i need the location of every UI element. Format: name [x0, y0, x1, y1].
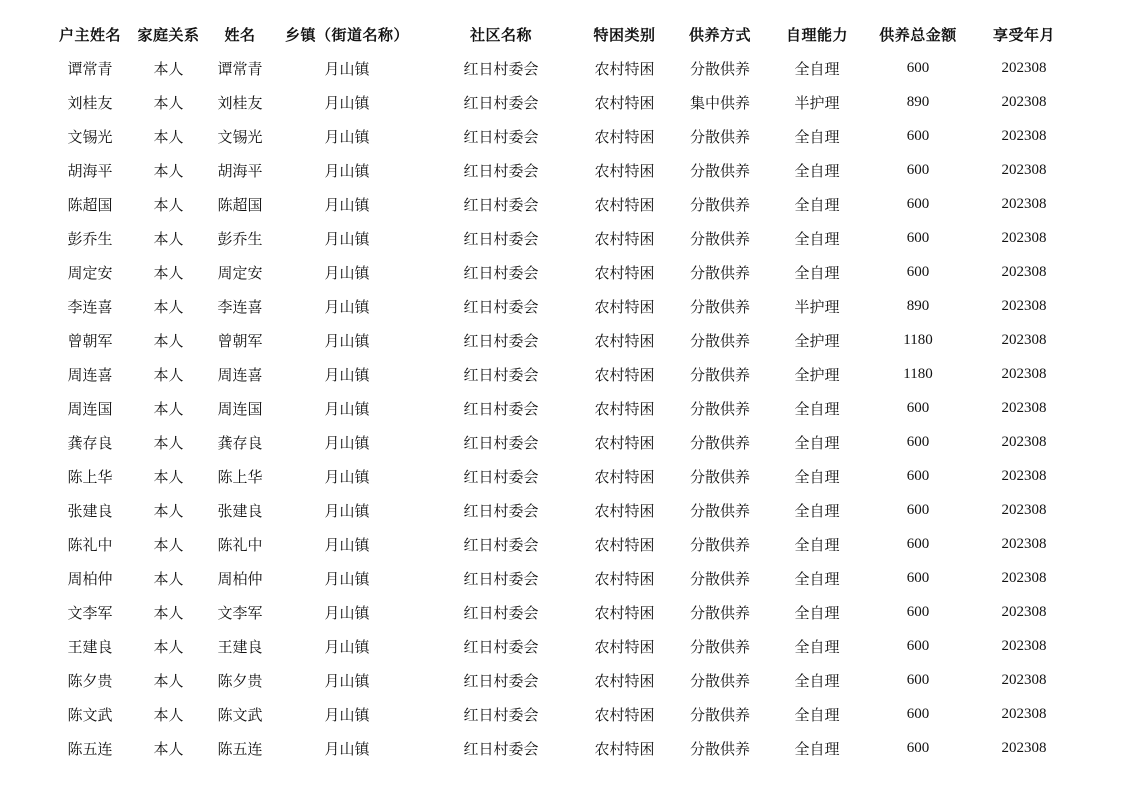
family-relation-cell: 本人 — [153, 467, 184, 486]
self-care-ability-cell: 全护理 — [794, 331, 840, 350]
total-amount-cell: 600 — [906, 569, 930, 586]
township-cell: 月山镇 — [324, 739, 370, 758]
self-care-ability-cell: 全自理 — [794, 59, 840, 78]
name-cell: 胡海平 — [217, 161, 263, 180]
householder-name-cell: 周连喜 — [67, 365, 113, 384]
self-care-ability-cell: 全自理 — [794, 637, 840, 656]
benefit-month-cell: 202308 — [1001, 263, 1047, 280]
benefit-month-cell: 202308 — [1001, 365, 1047, 382]
community-cell: 红日村委会 — [463, 603, 539, 622]
family-relation-cell: 本人 — [153, 739, 184, 758]
householder-name-cell: 周柏仲 — [67, 569, 113, 588]
name-cell: 刘桂友 — [217, 93, 263, 112]
family-relation-cell: 本人 — [153, 569, 184, 588]
total-amount-cell: 600 — [906, 637, 930, 654]
self-care-ability-cell: 全自理 — [794, 671, 840, 690]
benefit-month-cell: 202308 — [1001, 331, 1047, 348]
benefit-month-cell: 202308 — [1001, 93, 1047, 110]
benefit-month-cell: 202308 — [1001, 433, 1047, 450]
community-cell: 红日村委会 — [463, 739, 539, 758]
benefit-month-cell: 202308 — [1001, 501, 1047, 518]
householder-name-cell: 谭常青 — [67, 59, 113, 78]
family-relation-cell: 本人 — [153, 365, 184, 384]
householder-name-cell: 张建良 — [67, 501, 113, 520]
name-cell: 陈超国 — [217, 195, 263, 214]
householder-name-cell: 陈五连 — [67, 739, 113, 758]
community-cell: 红日村委会 — [463, 59, 539, 78]
table-row — [50, 187, 1074, 221]
hardship-category-cell: 农村特困 — [594, 705, 655, 724]
table-row — [50, 595, 1074, 629]
self-care-ability-cell: 全自理 — [794, 127, 840, 146]
community-cell: 红日村委会 — [463, 433, 539, 452]
householder-name-cell: 周定安 — [67, 263, 113, 282]
total-amount-cell: 600 — [906, 501, 930, 518]
name-cell: 龚存良 — [217, 433, 263, 452]
hardship-category-cell: 农村特困 — [594, 229, 655, 248]
table-body — [50, 51, 1074, 765]
total-amount-cell: 600 — [906, 195, 930, 212]
support-method-cell: 集中供养 — [689, 93, 750, 112]
community-cell: 红日村委会 — [463, 161, 539, 180]
family-relation-cell: 本人 — [153, 229, 184, 248]
community-cell: 红日村委会 — [463, 705, 539, 724]
township-cell: 月山镇 — [324, 297, 370, 316]
township-cell: 月山镇 — [324, 535, 370, 554]
hardship-category-cell: 农村特困 — [594, 297, 655, 316]
support-method-cell: 分散供养 — [689, 739, 750, 758]
householder-name-cell: 陈文武 — [67, 705, 113, 724]
hardship-category-cell: 农村特困 — [594, 93, 655, 112]
self-care-ability-cell: 全自理 — [794, 263, 840, 282]
self-care-ability-cell: 半护理 — [794, 297, 840, 316]
benefit-month-cell: 202308 — [1001, 59, 1047, 76]
community-cell: 红日村委会 — [463, 569, 539, 588]
name-cell: 周柏仲 — [217, 569, 263, 588]
township-cell: 月山镇 — [324, 671, 370, 690]
col-header-name: 姓名 — [224, 25, 256, 44]
support-method-cell: 分散供养 — [689, 263, 750, 282]
total-amount-cell: 600 — [906, 229, 930, 246]
community-cell: 红日村委会 — [463, 535, 539, 554]
support-method-cell: 分散供养 — [689, 535, 750, 554]
name-cell: 曾朝军 — [217, 331, 263, 350]
family-relation-cell: 本人 — [153, 331, 184, 350]
table-row — [50, 459, 1074, 493]
support-method-cell: 分散供养 — [689, 229, 750, 248]
support-method-cell: 分散供养 — [689, 433, 750, 452]
table-row — [50, 731, 1074, 765]
benefit-month-cell: 202308 — [1001, 297, 1047, 314]
community-cell: 红日村委会 — [463, 399, 539, 418]
benefit-month-cell: 202308 — [1001, 229, 1047, 246]
name-cell: 陈夕贵 — [217, 671, 263, 690]
hardship-category-cell: 农村特困 — [594, 637, 655, 656]
hardship-category-cell: 农村特困 — [594, 127, 655, 146]
hardship-category-cell: 农村特困 — [594, 467, 655, 486]
support-method-cell: 分散供养 — [689, 671, 750, 690]
self-care-ability-cell: 全自理 — [794, 195, 840, 214]
township-cell: 月山镇 — [324, 399, 370, 418]
community-cell: 红日村委会 — [463, 671, 539, 690]
self-care-ability-cell: 全自理 — [794, 739, 840, 758]
col-header-township: 乡镇（街道名称） — [284, 25, 409, 44]
hardship-category-cell: 农村特困 — [594, 433, 655, 452]
householder-name-cell: 陈夕贵 — [67, 671, 113, 690]
name-cell: 陈礼中 — [217, 535, 263, 554]
col-header-householder-name: 户主姓名 — [58, 25, 121, 44]
name-cell: 张建良 — [217, 501, 263, 520]
householder-name-cell: 王建良 — [67, 637, 113, 656]
householder-name-cell: 陈超国 — [67, 195, 113, 214]
benefit-month-cell: 202308 — [1001, 705, 1047, 722]
self-care-ability-cell: 全自理 — [794, 569, 840, 588]
householder-name-cell: 周连国 — [67, 399, 113, 418]
total-amount-cell: 1180 — [903, 365, 933, 382]
hardship-category-cell: 农村特困 — [594, 399, 655, 418]
table-row — [50, 323, 1074, 357]
support-method-cell: 分散供养 — [689, 365, 750, 384]
support-method-cell: 分散供养 — [689, 603, 750, 622]
self-care-ability-cell: 全自理 — [794, 229, 840, 248]
hardship-category-cell: 农村特困 — [594, 535, 655, 554]
hardship-category-cell: 农村特困 — [594, 569, 655, 588]
family-relation-cell: 本人 — [153, 501, 184, 520]
support-method-cell: 分散供养 — [689, 467, 750, 486]
hardship-category-cell: 农村特困 — [594, 501, 655, 520]
name-cell: 陈五连 — [217, 739, 263, 758]
table-row — [50, 289, 1074, 323]
support-method-cell: 分散供养 — [689, 127, 750, 146]
hardship-category-cell: 农村特困 — [594, 59, 655, 78]
family-relation-cell: 本人 — [153, 59, 184, 78]
community-cell: 红日村委会 — [463, 297, 539, 316]
family-relation-cell: 本人 — [153, 127, 184, 146]
benefit-month-cell: 202308 — [1001, 637, 1047, 654]
self-care-ability-cell: 全自理 — [794, 399, 840, 418]
table-row — [50, 697, 1074, 731]
benefit-month-cell: 202308 — [1001, 569, 1047, 586]
support-method-cell: 分散供养 — [689, 161, 750, 180]
householder-name-cell: 李连喜 — [67, 297, 113, 316]
family-relation-cell: 本人 — [153, 433, 184, 452]
total-amount-cell: 600 — [906, 705, 930, 722]
support-method-cell: 分散供养 — [689, 501, 750, 520]
self-care-ability-cell: 全自理 — [794, 161, 840, 180]
total-amount-cell: 600 — [906, 739, 930, 756]
benefit-month-cell: 202308 — [1001, 671, 1047, 688]
support-method-cell: 分散供养 — [689, 569, 750, 588]
hardship-category-cell: 农村特困 — [594, 331, 655, 350]
name-cell: 王建良 — [217, 637, 263, 656]
total-amount-cell: 600 — [906, 161, 930, 178]
family-relation-cell: 本人 — [153, 93, 184, 112]
col-header-community: 社区名称 — [469, 25, 532, 44]
township-cell: 月山镇 — [324, 637, 370, 656]
benefit-month-cell: 202308 — [1001, 467, 1047, 484]
family-relation-cell: 本人 — [153, 535, 184, 554]
total-amount-cell: 600 — [906, 535, 930, 552]
support-method-cell: 分散供养 — [689, 297, 750, 316]
total-amount-cell: 600 — [906, 263, 930, 280]
support-method-cell: 分散供养 — [689, 399, 750, 418]
community-cell: 红日村委会 — [463, 637, 539, 656]
name-cell: 陈文武 — [217, 705, 263, 724]
householder-name-cell: 曾朝军 — [67, 331, 113, 350]
table-row — [50, 85, 1074, 119]
name-cell: 文李军 — [217, 603, 263, 622]
family-relation-cell: 本人 — [153, 297, 184, 316]
householder-name-cell: 彭乔生 — [67, 229, 113, 248]
benefit-month-cell: 202308 — [1001, 195, 1047, 212]
family-relation-cell: 本人 — [153, 671, 184, 690]
support-method-cell: 分散供养 — [689, 59, 750, 78]
householder-name-cell: 胡海平 — [67, 161, 113, 180]
table-row — [50, 221, 1074, 255]
family-relation-cell: 本人 — [153, 637, 184, 656]
family-relation-cell: 本人 — [153, 263, 184, 282]
total-amount-cell: 890 — [906, 297, 930, 314]
householder-name-cell: 龚存良 — [67, 433, 113, 452]
total-amount-cell: 600 — [906, 467, 930, 484]
header-row — [50, 17, 1074, 51]
col-header-support-method: 供养方式 — [688, 25, 751, 44]
col-header-hardship-category: 特困类别 — [593, 25, 656, 44]
support-roster-table — [50, 17, 1074, 765]
township-cell: 月山镇 — [324, 433, 370, 452]
total-amount-cell: 890 — [906, 93, 930, 110]
township-cell: 月山镇 — [324, 59, 370, 78]
family-relation-cell: 本人 — [153, 161, 184, 180]
total-amount-cell: 1180 — [903, 331, 933, 348]
total-amount-cell: 600 — [906, 127, 930, 144]
householder-name-cell: 文李军 — [67, 603, 113, 622]
benefit-month-cell: 202308 — [1001, 161, 1047, 178]
hardship-category-cell: 农村特困 — [594, 603, 655, 622]
township-cell: 月山镇 — [324, 501, 370, 520]
township-cell: 月山镇 — [324, 263, 370, 282]
benefit-month-cell: 202308 — [1001, 399, 1047, 416]
name-cell: 彭乔生 — [217, 229, 263, 248]
total-amount-cell: 600 — [906, 59, 930, 76]
community-cell: 红日村委会 — [463, 331, 539, 350]
table-row — [50, 255, 1074, 289]
table-row — [50, 425, 1074, 459]
community-cell: 红日村委会 — [463, 195, 539, 214]
householder-name-cell: 刘桂友 — [67, 93, 113, 112]
family-relation-cell: 本人 — [153, 195, 184, 214]
township-cell: 月山镇 — [324, 161, 370, 180]
township-cell: 月山镇 — [324, 467, 370, 486]
township-cell: 月山镇 — [324, 331, 370, 350]
name-cell: 文锡光 — [217, 127, 263, 146]
community-cell: 红日村委会 — [463, 467, 539, 486]
table-row — [50, 357, 1074, 391]
family-relation-cell: 本人 — [153, 399, 184, 418]
name-cell: 周定安 — [217, 263, 263, 282]
hardship-category-cell: 农村特困 — [594, 195, 655, 214]
support-method-cell: 分散供养 — [689, 705, 750, 724]
table-row — [50, 51, 1074, 85]
community-cell: 红日村委会 — [463, 229, 539, 248]
self-care-ability-cell: 全自理 — [794, 433, 840, 452]
benefit-month-cell: 202308 — [1001, 603, 1047, 620]
self-care-ability-cell: 全自理 — [794, 603, 840, 622]
family-relation-cell: 本人 — [153, 705, 184, 724]
benefit-month-cell: 202308 — [1001, 535, 1047, 552]
name-cell: 周连国 — [217, 399, 263, 418]
householder-name-cell: 文锡光 — [67, 127, 113, 146]
table-row — [50, 153, 1074, 187]
township-cell: 月山镇 — [324, 705, 370, 724]
col-header-family-relation: 家庭关系 — [137, 25, 200, 44]
householder-name-cell: 陈上华 — [67, 467, 113, 486]
table-row — [50, 561, 1074, 595]
name-cell: 陈上华 — [217, 467, 263, 486]
hardship-category-cell: 农村特困 — [594, 365, 655, 384]
total-amount-cell: 600 — [906, 433, 930, 450]
col-header-benefit-month: 享受年月 — [992, 25, 1055, 44]
self-care-ability-cell: 全自理 — [794, 467, 840, 486]
self-care-ability-cell: 全自理 — [794, 535, 840, 554]
support-method-cell: 分散供养 — [689, 331, 750, 350]
hardship-category-cell: 农村特困 — [594, 263, 655, 282]
community-cell: 红日村委会 — [463, 501, 539, 520]
self-care-ability-cell: 全护理 — [794, 365, 840, 384]
support-method-cell: 分散供养 — [689, 195, 750, 214]
family-relation-cell: 本人 — [153, 603, 184, 622]
total-amount-cell: 600 — [906, 399, 930, 416]
township-cell: 月山镇 — [324, 127, 370, 146]
self-care-ability-cell: 全自理 — [794, 705, 840, 724]
col-header-total-amount: 供养总金额 — [879, 25, 957, 44]
name-cell: 李连喜 — [217, 297, 263, 316]
self-care-ability-cell: 半护理 — [794, 93, 840, 112]
table-row — [50, 663, 1074, 697]
community-cell: 红日村委会 — [463, 127, 539, 146]
total-amount-cell: 600 — [906, 603, 930, 620]
hardship-category-cell: 农村特困 — [594, 671, 655, 690]
community-cell: 红日村委会 — [463, 93, 539, 112]
table-row — [50, 527, 1074, 561]
community-cell: 红日村委会 — [463, 263, 539, 282]
township-cell: 月山镇 — [324, 569, 370, 588]
table-row — [50, 493, 1074, 527]
community-cell: 红日村委会 — [463, 365, 539, 384]
benefit-month-cell: 202308 — [1001, 127, 1047, 144]
name-cell: 周连喜 — [217, 365, 263, 384]
support-method-cell: 分散供养 — [689, 637, 750, 656]
township-cell: 月山镇 — [324, 365, 370, 384]
name-cell: 谭常青 — [217, 59, 263, 78]
self-care-ability-cell: 全自理 — [794, 501, 840, 520]
table-row — [50, 119, 1074, 153]
hardship-category-cell: 农村特困 — [594, 161, 655, 180]
township-cell: 月山镇 — [324, 195, 370, 214]
col-header-self-care-ability: 自理能力 — [785, 25, 848, 44]
township-cell: 月山镇 — [324, 229, 370, 248]
hardship-category-cell: 农村特困 — [594, 739, 655, 758]
table-row — [50, 629, 1074, 663]
township-cell: 月山镇 — [324, 603, 370, 622]
benefit-month-cell: 202308 — [1001, 739, 1047, 756]
table-row — [50, 391, 1074, 425]
total-amount-cell: 600 — [906, 671, 930, 688]
township-cell: 月山镇 — [324, 93, 370, 112]
householder-name-cell: 陈礼中 — [67, 535, 113, 554]
